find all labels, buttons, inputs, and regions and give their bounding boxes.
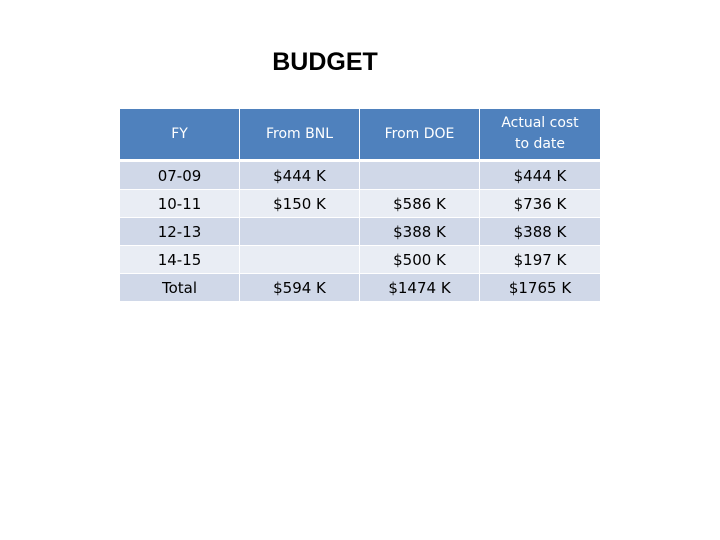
cell-fy: 14-15 — [120, 246, 240, 274]
table-header-row — [120, 109, 600, 162]
cell-fy: 10-11 — [120, 190, 240, 218]
cell-total-doe: $1474 K — [360, 274, 480, 302]
table-row — [120, 162, 600, 190]
table-row — [120, 246, 600, 274]
cell-from-bnl — [240, 218, 360, 246]
cell-total-label: Total — [120, 274, 240, 302]
cell-from-doe: $586 K — [360, 190, 480, 218]
table-total-row — [120, 274, 600, 302]
header-actual-cost — [480, 109, 600, 162]
table-row — [120, 218, 600, 246]
header-from-doe: From DOE — [360, 109, 480, 162]
cell-from-bnl: $444 K — [240, 162, 360, 190]
cell-actual-cost: $736 K — [480, 190, 600, 218]
cell-actual-cost: $444 K — [480, 162, 600, 190]
cell-fy: 12-13 — [120, 218, 240, 246]
header-actual-line2: to date — [514, 136, 566, 152]
header-actual-line1: Actual cost — [501, 115, 579, 131]
header-from-bnl: From BNL — [240, 109, 360, 162]
cell-actual-cost: $197 K — [480, 246, 600, 274]
cell-from-bnl: $150 K — [240, 190, 360, 218]
cell-from-doe: $388 K — [360, 218, 480, 246]
cell-fy: 07-09 — [120, 162, 240, 190]
cell-from-doe: $500 K — [360, 246, 480, 274]
budget-table — [120, 109, 600, 302]
cell-total-bnl: $594 K — [240, 274, 360, 302]
header-fy: FY — [120, 109, 240, 162]
table-row — [120, 190, 600, 218]
cell-from-bnl — [240, 246, 360, 274]
cell-actual-cost: $388 K — [480, 218, 600, 246]
cell-total-actual: $1765 K — [480, 274, 600, 302]
cell-from-doe — [360, 162, 480, 190]
page-title: BUDGET — [272, 48, 378, 76]
